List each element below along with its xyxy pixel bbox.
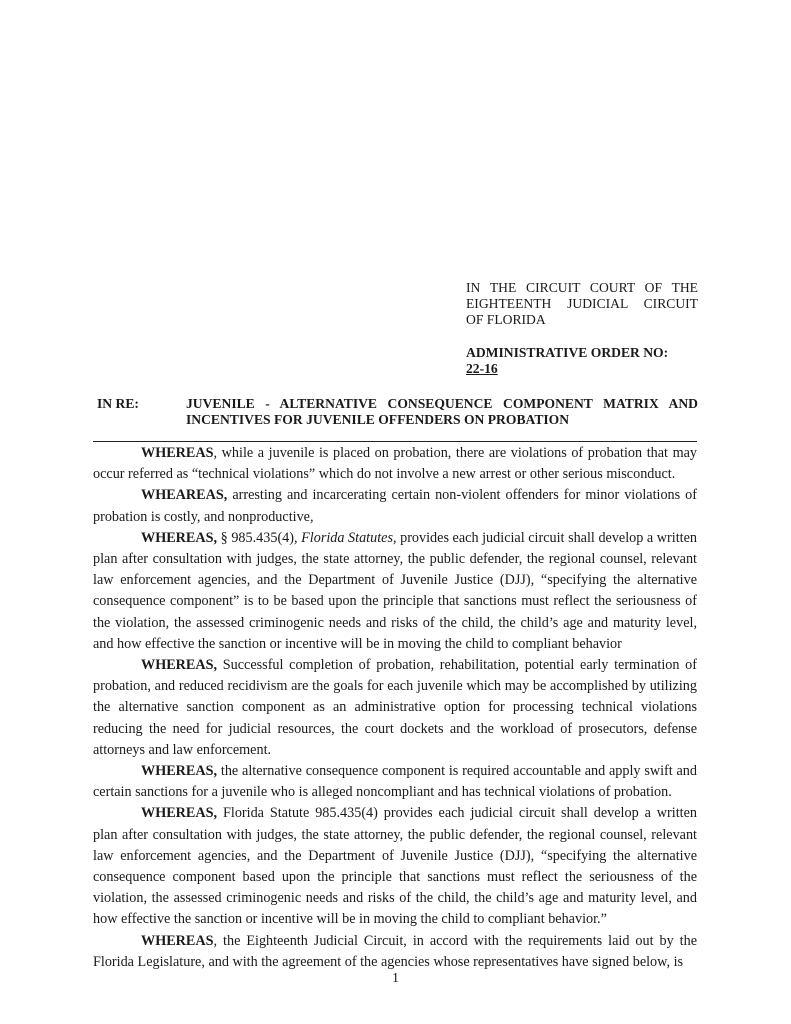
whereas-paragraph xyxy=(93,485,697,527)
order-title-line: INCENTIVES FOR JUVENILE OFFENDERS ON PROBATION xyxy=(186,412,570,427)
horizontal-rule xyxy=(93,441,697,442)
paragraph-text: Successful completion of probation, rehabilitation, potential early termination of probation, and reduced recidivism are the goals for each juvenile which may be accomplished by utilizing the alternative sanction component as an administrative option for processing technical violations reducing the need for judicial resources, the court dockets and the workload of prosecutors, defense attorneys and law enforcement. xyxy=(93,657,697,758)
whereas-paragraph xyxy=(93,761,697,803)
paragraph-text: arresting and incarcerating certain non-violent offenders for minor violations of probation is costly, and nonproductive, xyxy=(93,487,697,525)
court-name xyxy=(466,280,698,328)
order-label: ADMINISTRATIVE ORDER NO: xyxy=(466,345,669,360)
whereas-lead: WHEREAS, xyxy=(141,529,218,546)
whereas-paragraph xyxy=(93,803,697,930)
whereas-paragraph xyxy=(93,528,697,655)
order-body xyxy=(93,443,697,973)
whereas-lead: WHEAREAS, xyxy=(141,487,228,504)
page-number: 1 xyxy=(392,971,399,986)
order-title xyxy=(186,396,698,428)
paragraph-text: the alternative consequence component is required accountable and apply swift and certain sanctions for a juvenile who is alleged noncompliant and has technical violations of probation. xyxy=(93,763,697,801)
court-name-line: IN THE CIRCUIT COURT OF THE xyxy=(466,280,698,295)
paragraph-text: Florida Statute 985.435(4) provides each judicial circuit shall develop a written plan after consultation with judges, the state attorney, the public defender, the regional counsel, relevant law enforcement agencies, and the Department of Juvenile Justice (DJJ), “specifying the alternative consequence component based upon the principle that sanctions must reflect the seriousness of the violation, the assessed criminogenic needs and risks of the child, the child’s age and maturity level, and how effective the sanction or incentive will be in moving the child to compliant behavior.” xyxy=(93,805,697,928)
whereas-lead: WHEREAS xyxy=(141,445,214,461)
whereas-lead: WHEREAS, xyxy=(141,805,218,822)
whereas-lead: WHEREAS, xyxy=(141,657,218,674)
paragraph-italic: Florida Statutes, xyxy=(301,529,397,546)
in-re-label: IN RE: xyxy=(97,396,139,411)
court-caption xyxy=(466,280,698,377)
whereas-paragraph xyxy=(93,443,697,485)
whereas-lead: WHEREAS, xyxy=(141,763,218,780)
whereas-paragraph xyxy=(93,655,697,761)
court-name-line: EIGHTEENTH JUDICIAL CIRCUIT xyxy=(466,296,698,311)
court-name-line: OF FLORIDA xyxy=(466,312,546,327)
paragraph-text: , while a juvenile is placed on probation, there are violations of probation that may occur referred as “technical violations” which do not involve a new arrest or other serious misconduct. xyxy=(93,445,697,483)
paragraph-text: § 985.435(4), xyxy=(217,529,302,546)
whereas-lead: WHEREAS xyxy=(141,932,214,949)
order-title-line: JUVENILE - ALTERNATIVE CONSEQUENCE COMPONENT MATRIX AND xyxy=(186,396,698,411)
order-number: 22-16 xyxy=(466,361,498,376)
whereas-paragraph xyxy=(93,931,697,973)
paragraph-text: provides each judicial circuit shall develop a written plan after consultation with judges, the state attorney, the public defender, the regional counsel, relevant law enforcement agencies, and the Department of Juvenile Justice (DJJ), “specifying the alternative consequence component” is to be based upon the principle that sanctions must reflect the seriousness of the violation, the assessed criminogenic needs and risks of the child, the child’s age and maturity level, and how effective the sanction or incentive will be in moving the child to compliant behavior xyxy=(93,529,697,652)
paragraph-text: , the Eighteenth Judicial Circuit, in accord with the requirements laid out by the Florida Legislature, and with the agreement of the agencies whose representatives have signed below, is xyxy=(93,932,697,970)
